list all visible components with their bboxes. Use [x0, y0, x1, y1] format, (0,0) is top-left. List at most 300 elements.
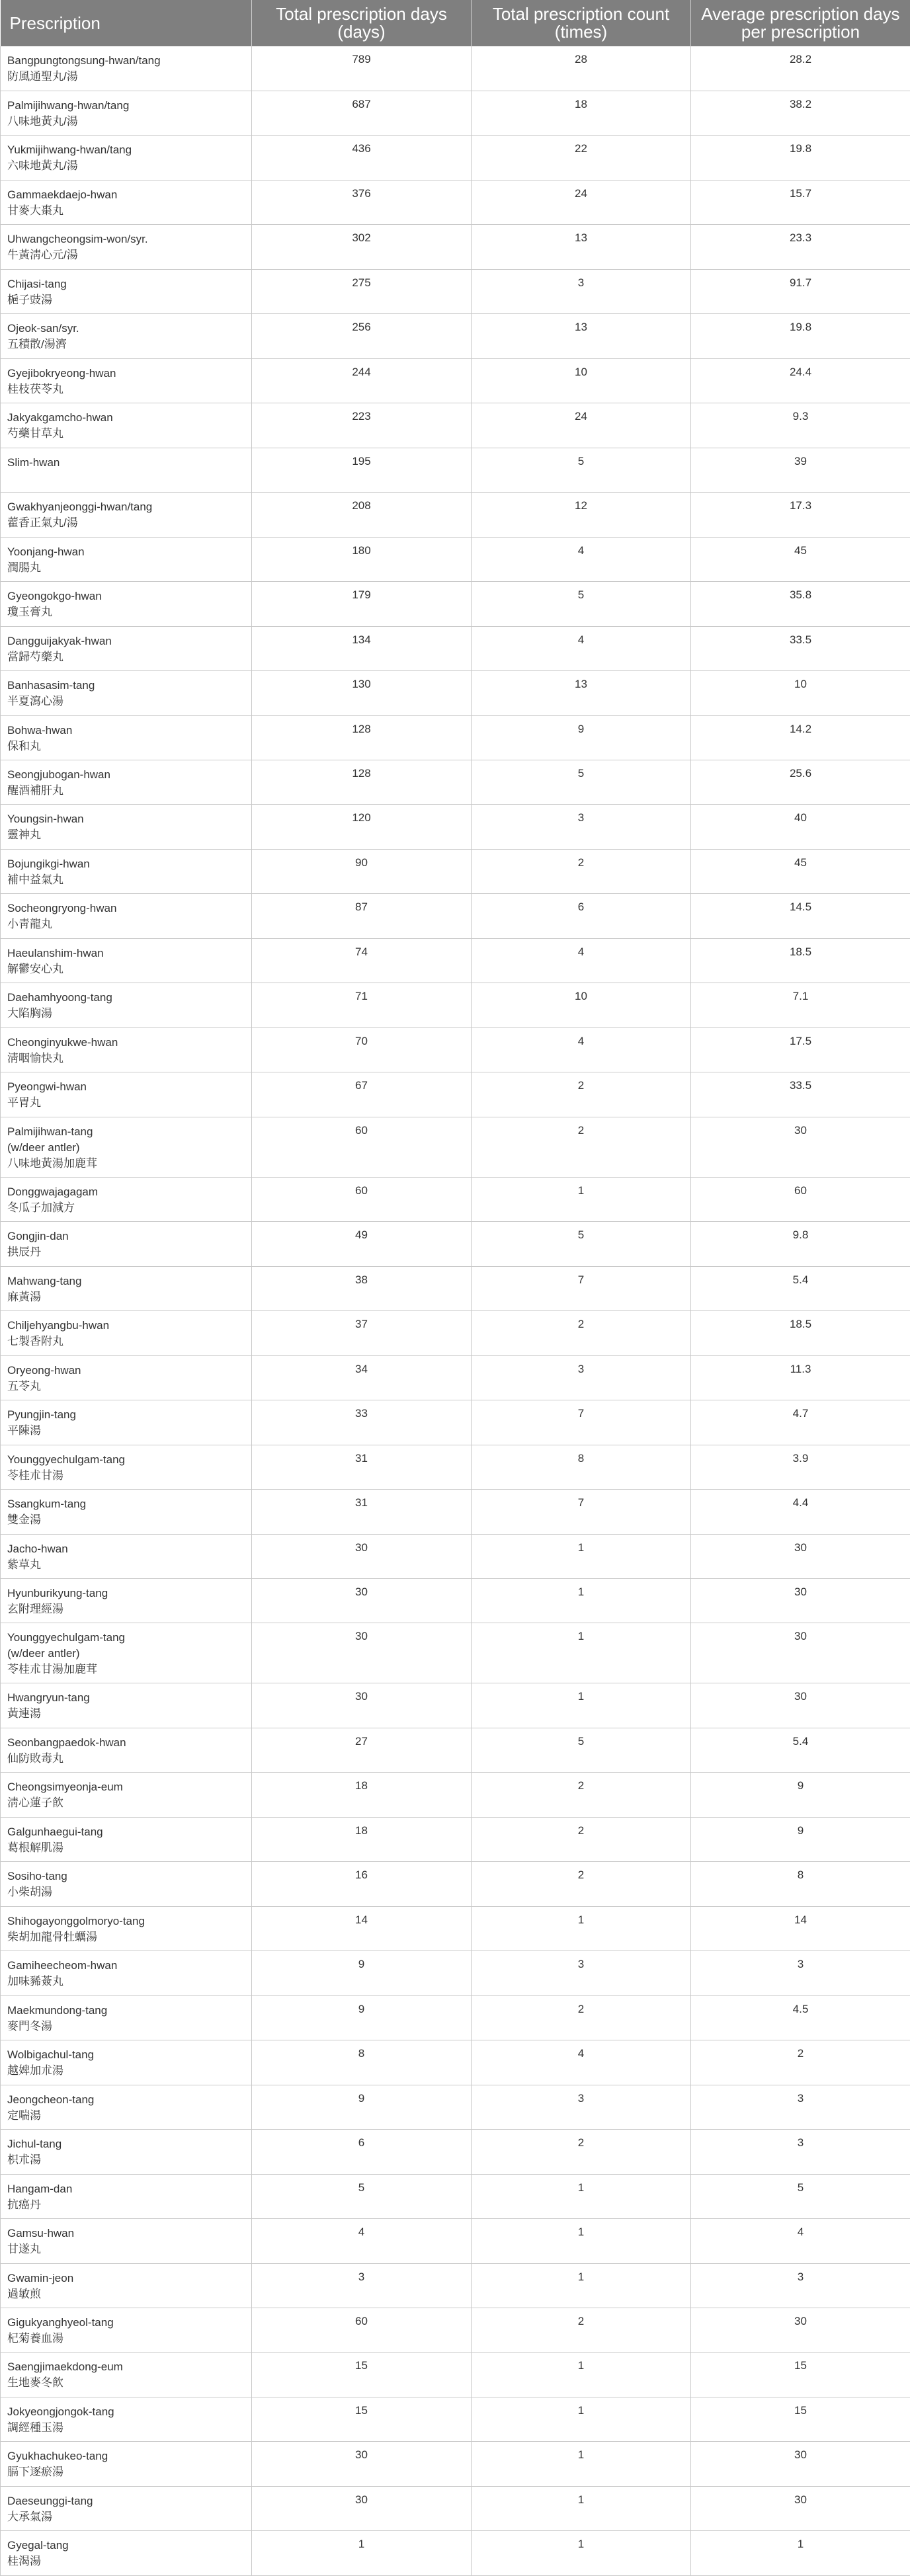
total-days-cell: 789 — [252, 46, 472, 91]
prescription-hanja-name: 牛黃淸心元/湯 — [7, 247, 245, 263]
total-count-cell: 28 — [472, 46, 691, 91]
average-days-cell: 30 — [691, 1117, 910, 1177]
table-row — [1, 2040, 910, 2085]
prescription-hanja-name: 桂渴湯 — [7, 2554, 245, 2569]
prescription-romanized-name: Seonbangpaedok-hwan — [7, 1735, 245, 1751]
prescription-romanized-name: Gigukyanghyeol-tang — [7, 2315, 245, 2331]
table-row — [1, 2353, 910, 2397]
total-count-cell: 3 — [472, 805, 691, 849]
prescription-hanja-name: 仙防敗毒丸 — [7, 1751, 245, 1767]
average-days-cell: 5 — [691, 2174, 910, 2218]
prescription-name-cell — [1, 1817, 252, 1861]
prescription-hanja-name: 八味地黃丸/湯 — [7, 114, 245, 130]
total-days-cell: 3 — [252, 2263, 472, 2308]
table-row — [1, 1683, 910, 1728]
prescription-hanja-name: 小柴胡湯 — [7, 1884, 245, 1900]
table-body — [1, 46, 910, 2575]
prescription-romanized-name: Palmijihwan-tang — [7, 1124, 245, 1140]
prescription-name-cell — [1, 1995, 252, 2040]
prescription-romanized-name: Gongjin-dan — [7, 1228, 245, 1244]
prescription-name-cell — [1, 46, 252, 91]
prescription-name-cell — [1, 1400, 252, 1445]
prescription-hanja-name: 防風通聖丸/湯 — [7, 69, 245, 85]
average-days-cell: 5.4 — [691, 1728, 910, 1772]
prescription-romanized-name: Banhasasim-tang — [7, 678, 245, 694]
table-row — [1, 1773, 910, 1817]
total-count-cell: 2 — [472, 2308, 691, 2353]
average-days-cell: 30 — [691, 1578, 910, 1623]
total-days-cell: 34 — [252, 1355, 472, 1400]
average-days-cell: 8 — [691, 1862, 910, 1906]
prescription-name-cell — [1, 1117, 252, 1177]
table-row — [1, 1117, 910, 1177]
prescription-name-note: (w/deer antler) — [7, 1140, 245, 1156]
total-count-cell: 18 — [472, 91, 691, 135]
table-row — [1, 493, 910, 537]
total-count-cell: 13 — [472, 671, 691, 715]
prescription-hanja-name: 補中益氣丸 — [7, 872, 245, 888]
total-days-cell: 244 — [252, 358, 472, 403]
prescription-romanized-name: Jokyeongjongok-tang — [7, 2404, 245, 2420]
total-days-cell: 15 — [252, 2397, 472, 2441]
prescription-romanized-name: Gamiheecheom-hwan — [7, 1958, 245, 1974]
prescription-hanja-name: 半夏瀉心湯 — [7, 694, 245, 709]
average-days-cell: 33.5 — [691, 1072, 910, 1117]
prescription-name-cell — [1, 2531, 252, 2575]
prescription-name-cell — [1, 1266, 252, 1310]
average-days-cell: 39 — [691, 448, 910, 492]
prescription-romanized-name: Donggwajagagam — [7, 1184, 245, 1200]
average-days-cell: 4 — [691, 2219, 910, 2263]
table-row — [1, 1177, 910, 1221]
average-days-cell: 45 — [691, 849, 910, 893]
prescription-name-cell — [1, 1445, 252, 1489]
prescription-hanja-name: 醒酒補肝丸 — [7, 783, 245, 799]
total-days-cell: 130 — [252, 671, 472, 715]
total-count-cell: 13 — [472, 225, 691, 269]
prescription-romanized-name: Palmijihwang-hwan/tang — [7, 98, 245, 114]
average-days-cell: 11.3 — [691, 1355, 910, 1400]
average-days-cell: 28.2 — [691, 46, 910, 91]
total-count-cell: 1 — [472, 2219, 691, 2263]
total-days-cell: 71 — [252, 983, 472, 1027]
total-days-cell: 180 — [252, 537, 472, 581]
total-days-cell: 128 — [252, 715, 472, 760]
prescription-hanja-name: 玄附理經湯 — [7, 1601, 245, 1617]
prescription-romanized-name: Jichul-tang — [7, 2136, 245, 2152]
prescription-romanized-name: Younggyechulgam-tang — [7, 1630, 245, 1646]
table-row — [1, 1728, 910, 1772]
table-row — [1, 2130, 910, 2174]
average-days-cell: 3 — [691, 1951, 910, 1995]
total-count-cell: 3 — [472, 269, 691, 313]
average-days-cell: 9 — [691, 1773, 910, 1817]
prescription-name-cell — [1, 2040, 252, 2085]
total-days-cell: 4 — [252, 2219, 472, 2263]
total-days-cell: 30 — [252, 2442, 472, 2486]
prescription-name-cell — [1, 1623, 252, 1683]
total-days-cell: 60 — [252, 2308, 472, 2353]
prescription-hanja-name: 拱辰丹 — [7, 1244, 245, 1260]
average-days-cell: 7.1 — [691, 983, 910, 1027]
table-row — [1, 582, 910, 626]
total-count-cell: 2 — [472, 1995, 691, 2040]
average-days-cell: 3.9 — [691, 1445, 910, 1489]
prescription-hanja-name: 七製香附丸 — [7, 1334, 245, 1349]
total-count-cell: 4 — [472, 1027, 691, 1072]
prescription-hanja-name: 苓桂朮甘湯加鹿茸 — [7, 1662, 245, 1677]
prescription-name-cell — [1, 1222, 252, 1266]
prescription-name-cell — [1, 2397, 252, 2441]
total-days-cell: 31 — [252, 1490, 472, 1534]
prescription-romanized-name: Sosiho-tang — [7, 1869, 245, 1884]
total-days-cell: 27 — [252, 1728, 472, 1772]
prescription-romanized-name: Jacho-hwan — [7, 1541, 245, 1557]
table-row — [1, 448, 910, 492]
prescription-name-cell — [1, 671, 252, 715]
total-count-cell: 1 — [472, 1177, 691, 1221]
average-days-cell: 14.5 — [691, 894, 910, 938]
prescription-romanized-name: Socheongryong-hwan — [7, 901, 245, 916]
prescription-hanja-name: 黃連湯 — [7, 1706, 245, 1722]
prescription-romanized-name: Bohwa-hwan — [7, 723, 245, 739]
prescription-name-cell — [1, 1177, 252, 1221]
prescription-name-cell — [1, 1311, 252, 1355]
average-days-cell: 19.8 — [691, 136, 910, 180]
total-days-cell: 74 — [252, 938, 472, 983]
total-count-cell: 1 — [472, 2263, 691, 2308]
prescription-hanja-name: 定喘湯 — [7, 2108, 245, 2124]
total-count-cell: 22 — [472, 136, 691, 180]
total-days-cell: 30 — [252, 1623, 472, 1683]
prescription-name-cell — [1, 1490, 252, 1534]
average-days-cell: 15 — [691, 2353, 910, 2397]
total-count-cell: 24 — [472, 403, 691, 448]
prescription-romanized-name: Slim-hwan — [7, 455, 245, 471]
total-days-cell: 30 — [252, 2486, 472, 2530]
total-days-cell: 5 — [252, 2174, 472, 2218]
table-row — [1, 314, 910, 358]
prescription-hanja-name: 桂枝茯苓丸 — [7, 382, 245, 397]
total-count-cell: 5 — [472, 760, 691, 805]
prescription-hanja-name: 五苓丸 — [7, 1379, 245, 1394]
average-days-cell: 9 — [691, 1817, 910, 1861]
prescription-name-cell — [1, 225, 252, 269]
table-row — [1, 1355, 910, 1400]
prescription-hanja-name: 麥門冬湯 — [7, 2019, 245, 2034]
prescription-name-cell — [1, 269, 252, 313]
total-days-cell: 302 — [252, 225, 472, 269]
prescription-name-cell — [1, 1862, 252, 1906]
average-days-cell: 4.7 — [691, 1400, 910, 1445]
average-days-cell: 9.3 — [691, 403, 910, 448]
prescription-name-cell — [1, 1355, 252, 1400]
total-days-cell: 60 — [252, 1177, 472, 1221]
prescription-hanja-name: 芍藥甘草丸 — [7, 426, 245, 442]
prescription-romanized-name: Daehamhyoong-tang — [7, 990, 245, 1006]
prescription-hanja-name: 枳朮湯 — [7, 2152, 245, 2168]
total-days-cell: 14 — [252, 1906, 472, 1951]
prescription-name-cell — [1, 2130, 252, 2174]
total-days-cell: 70 — [252, 1027, 472, 1072]
table-row — [1, 537, 910, 581]
total-count-cell: 5 — [472, 582, 691, 626]
prescription-name-cell — [1, 805, 252, 849]
total-days-cell: 179 — [252, 582, 472, 626]
table-row — [1, 1951, 910, 1995]
prescription-name-cell — [1, 136, 252, 180]
prescription-hanja-name: 調經種玉湯 — [7, 2420, 245, 2436]
total-count-cell: 5 — [472, 1222, 691, 1266]
average-days-cell: 23.3 — [691, 225, 910, 269]
prescription-romanized-name: Galgunhaegui-tang — [7, 1824, 245, 1840]
prescription-name-cell — [1, 1773, 252, 1817]
prescription-romanized-name: Ojeok-san/syr. — [7, 321, 245, 337]
total-days-cell: 1 — [252, 2531, 472, 2575]
table-row — [1, 136, 910, 180]
prescription-romanized-name: Dangguijakyak-hwan — [7, 633, 245, 649]
total-days-cell: 31 — [252, 1445, 472, 1489]
total-count-cell: 4 — [472, 537, 691, 581]
prescription-name-note: (w/deer antler) — [7, 1646, 245, 1662]
prescription-romanized-name: Gwamin-jeon — [7, 2271, 245, 2286]
prescription-name-cell — [1, 448, 252, 492]
total-count-cell: 12 — [472, 493, 691, 537]
average-days-cell: 38.2 — [691, 91, 910, 135]
total-count-cell: 2 — [472, 1862, 691, 1906]
average-days-cell: 3 — [691, 2263, 910, 2308]
prescription-name-cell — [1, 1027, 252, 1072]
prescription-hanja-name: 甘麥大棗丸 — [7, 203, 245, 219]
prescription-romanized-name: Ssangkum-tang — [7, 1496, 245, 1512]
table-row — [1, 269, 910, 313]
prescription-name-cell — [1, 894, 252, 938]
table-row — [1, 715, 910, 760]
prescription-romanized-name: Chiljehyangbu-hwan — [7, 1318, 245, 1334]
prescription-hanja-name: 梔子豉湯 — [7, 292, 245, 308]
average-days-cell: 19.8 — [691, 314, 910, 358]
prescription-hanja-name: 生地麥冬飮 — [7, 2375, 245, 2391]
header-row — [1, 0, 910, 46]
average-days-cell: 14.2 — [691, 715, 910, 760]
total-days-cell: 33 — [252, 1400, 472, 1445]
prescription-name-cell — [1, 582, 252, 626]
average-days-cell: 33.5 — [691, 626, 910, 670]
prescription-name-cell — [1, 2308, 252, 2353]
prescription-hanja-name: 靈神丸 — [7, 827, 245, 843]
total-days-cell: 208 — [252, 493, 472, 537]
total-days-cell: 134 — [252, 626, 472, 670]
total-count-cell: 2 — [472, 1072, 691, 1117]
prescription-hanja-name: 五積散/湯濟 — [7, 337, 245, 352]
total-count-cell: 1 — [472, 2353, 691, 2397]
prescription-name-cell — [1, 1683, 252, 1728]
total-days-cell: 128 — [252, 760, 472, 805]
total-count-cell: 5 — [472, 448, 691, 492]
prescription-hanja-name: 保和丸 — [7, 739, 245, 754]
prescription-romanized-name: Pyungjin-tang — [7, 1407, 245, 1423]
total-count-cell: 10 — [472, 983, 691, 1027]
table-row — [1, 403, 910, 448]
header-total-days: Total prescription days (days) — [252, 0, 472, 46]
average-days-cell: 14 — [691, 1906, 910, 1951]
prescription-name-cell — [1, 493, 252, 537]
prescription-name-cell — [1, 2085, 252, 2129]
prescription-hanja-name: 淸咽愉快丸 — [7, 1051, 245, 1067]
table-row — [1, 760, 910, 805]
total-count-cell: 1 — [472, 2174, 691, 2218]
prescription-hanja-name: 紫草丸 — [7, 1557, 245, 1573]
prescription-hanja-name: 瓊玉膏丸 — [7, 604, 245, 620]
prescription-romanized-name: Younggyechulgam-tang — [7, 1452, 245, 1468]
average-days-cell: 30 — [691, 1623, 910, 1683]
table-row — [1, 849, 910, 893]
prescription-name-cell — [1, 180, 252, 224]
average-days-cell: 15 — [691, 2397, 910, 2441]
total-count-cell: 1 — [472, 1906, 691, 1951]
total-count-cell: 2 — [472, 2130, 691, 2174]
average-days-cell: 17.5 — [691, 1027, 910, 1072]
table-row — [1, 938, 910, 983]
table-row — [1, 1817, 910, 1861]
prescription-romanized-name: Cheongsimyeonja-eum — [7, 1779, 245, 1795]
prescription-name-cell — [1, 1534, 252, 1578]
prescription-romanized-name: Jeongcheon-tang — [7, 2092, 245, 2108]
total-days-cell: 376 — [252, 180, 472, 224]
table-row — [1, 2486, 910, 2530]
total-count-cell: 3 — [472, 1355, 691, 1400]
total-days-cell: 223 — [252, 403, 472, 448]
total-count-cell: 4 — [472, 938, 691, 983]
prescription-romanized-name: Wolbigachul-tang — [7, 2047, 245, 2063]
prescription-romanized-name: Shihogayonggolmoryo-tang — [7, 1913, 245, 1929]
total-count-cell: 3 — [472, 1951, 691, 1995]
prescription-hanja-name: 柴胡加龍骨牡蠣湯 — [7, 1929, 245, 1945]
prescription-name-cell — [1, 91, 252, 135]
table-header — [1, 0, 910, 46]
total-count-cell: 3 — [472, 2085, 691, 2129]
prescription-romanized-name: Gyegal-tang — [7, 2538, 245, 2554]
prescription-name-cell — [1, 537, 252, 581]
table-row — [1, 225, 910, 269]
total-days-cell: 16 — [252, 1862, 472, 1906]
table-row — [1, 180, 910, 224]
prescription-hanja-name: 淸心蓮子飮 — [7, 1795, 245, 1811]
total-days-cell: 49 — [252, 1222, 472, 1266]
prescription-name-cell — [1, 1951, 252, 1995]
prescription-romanized-name: Youngsin-hwan — [7, 811, 245, 827]
prescription-hanja-name: 平胃丸 — [7, 1095, 245, 1111]
total-days-cell: 30 — [252, 1683, 472, 1728]
total-days-cell: 195 — [252, 448, 472, 492]
average-days-cell: 9.8 — [691, 1222, 910, 1266]
prescription-name-cell — [1, 403, 252, 448]
total-count-cell: 9 — [472, 715, 691, 760]
average-days-cell: 30 — [691, 1534, 910, 1578]
prescription-hanja-name: 大陷胸湯 — [7, 1006, 245, 1022]
prescription-romanized-name: Seongjubogan-hwan — [7, 767, 245, 783]
total-days-cell: 436 — [252, 136, 472, 180]
total-count-cell: 2 — [472, 1117, 691, 1177]
table-row — [1, 2219, 910, 2263]
average-days-cell: 91.7 — [691, 269, 910, 313]
average-days-cell: 30 — [691, 1683, 910, 1728]
prescription-hanja-name: 過敏煎 — [7, 2286, 245, 2302]
prescription-hanja-name: 大承氣湯 — [7, 2509, 245, 2525]
table-row — [1, 1400, 910, 1445]
prescription-hanja-name: 雙金湯 — [7, 1512, 245, 1528]
prescription-hanja-name: 藿香正氣丸/湯 — [7, 515, 245, 531]
table-row — [1, 1862, 910, 1906]
total-days-cell: 120 — [252, 805, 472, 849]
prescription-name-cell — [1, 1578, 252, 1623]
average-days-cell: 25.6 — [691, 760, 910, 805]
total-days-cell: 15 — [252, 2353, 472, 2397]
table-row — [1, 983, 910, 1027]
table-row — [1, 1623, 910, 1683]
total-count-cell: 13 — [472, 314, 691, 358]
prescription-hanja-name: 葛根解肌湯 — [7, 1840, 245, 1856]
prescription-hanja-name: 越婢加朮湯 — [7, 2063, 245, 2079]
total-days-cell: 30 — [252, 1534, 472, 1578]
total-count-cell: 1 — [472, 1683, 691, 1728]
prescription-romanized-name: Yukmijihwang-hwan/tang — [7, 142, 245, 158]
prescription-romanized-name: Gwakhyanjeonggi-hwan/tang — [7, 499, 245, 515]
prescription-hanja-name: 八味地黃湯加鹿茸 — [7, 1156, 245, 1172]
average-days-cell: 10 — [691, 671, 910, 715]
total-count-cell: 1 — [472, 1623, 691, 1683]
prescription-name-cell — [1, 2442, 252, 2486]
prescription-hanja-name: 潤腸丸 — [7, 560, 245, 576]
prescription-name-cell — [1, 760, 252, 805]
average-days-cell: 30 — [691, 2308, 910, 2353]
total-count-cell: 1 — [472, 2397, 691, 2441]
total-count-cell: 1 — [472, 1534, 691, 1578]
total-count-cell: 4 — [472, 626, 691, 670]
prescription-name-cell — [1, 314, 252, 358]
total-count-cell: 7 — [472, 1400, 691, 1445]
table-row — [1, 2397, 910, 2441]
total-days-cell: 67 — [252, 1072, 472, 1117]
prescription-romanized-name: Mahwang-tang — [7, 1273, 245, 1289]
average-days-cell: 30 — [691, 2442, 910, 2486]
total-days-cell: 9 — [252, 1951, 472, 1995]
table-row — [1, 1995, 910, 2040]
table-row — [1, 358, 910, 403]
table-row — [1, 671, 910, 715]
average-days-cell: 45 — [691, 537, 910, 581]
prescription-name-cell — [1, 2486, 252, 2530]
average-days-cell: 35.8 — [691, 582, 910, 626]
average-days-cell: 24.4 — [691, 358, 910, 403]
total-count-cell: 1 — [472, 2486, 691, 2530]
prescription-name-cell — [1, 2353, 252, 2397]
table-row — [1, 1222, 910, 1266]
prescription-hanja-name: 膈下逐瘀湯 — [7, 2464, 245, 2480]
total-days-cell: 90 — [252, 849, 472, 893]
prescription-romanized-name: Bangpungtongsung-hwan/tang — [7, 53, 245, 69]
average-days-cell: 3 — [691, 2085, 910, 2129]
prescription-romanized-name: Daeseunggi-tang — [7, 2493, 245, 2509]
prescription-hanja-name: 抗癌丹 — [7, 2197, 245, 2213]
total-days-cell: 87 — [252, 894, 472, 938]
average-days-cell: 4.5 — [691, 1995, 910, 2040]
total-count-cell: 7 — [472, 1490, 691, 1534]
total-count-cell: 2 — [472, 849, 691, 893]
prescription-romanized-name: Maekmundong-tang — [7, 2003, 245, 2019]
prescription-romanized-name: Gyukhachukeo-tang — [7, 2448, 245, 2464]
prescription-romanized-name: Pyeongwi-hwan — [7, 1079, 245, 1095]
